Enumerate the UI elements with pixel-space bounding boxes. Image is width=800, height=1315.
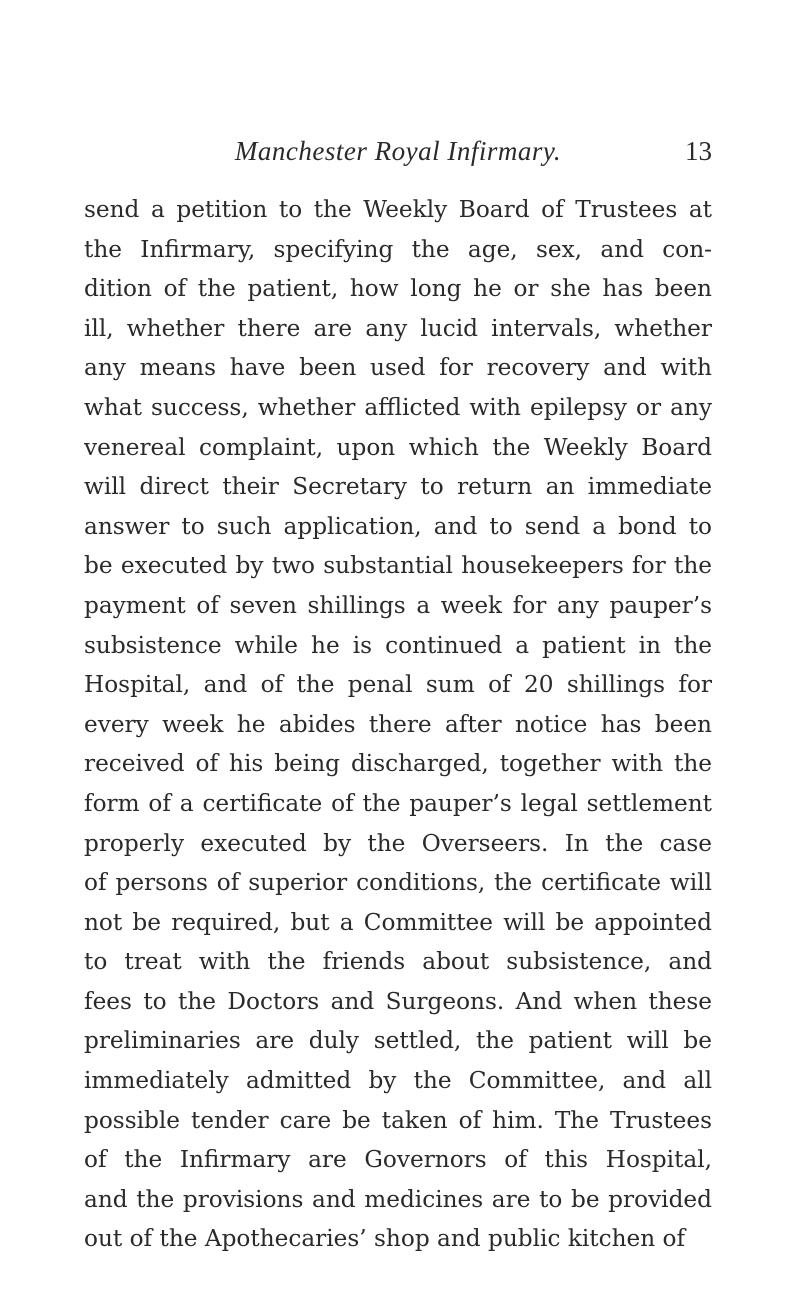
text-line: what success, whether afflicted with epilepsy or any [84,393,712,421]
text-line: venereal complaint, upon which the Weekly Board [84,433,712,461]
text-line: out of the Apothecaries’ shop and public kitchen of [84,1225,686,1253]
text-line: ill, whether there are any lucid intervals, whether [84,314,712,342]
text-line: of the Infirmary are Governors of this Hospital, [84,1146,712,1174]
text-line: any means have been used for recovery and with [84,354,712,382]
text-line: send a petition to the Weekly Board of Trustees at [84,196,712,223]
text-line: to treat with the friends about subsistence, and [84,948,712,976]
text-line: properly executed by the Overseers. In the case [84,829,712,857]
text-line: fees to the Doctors and Surgeons. And when these [84,987,712,1015]
text-line: and the provisions and medicines are to be provided [84,1185,712,1213]
text-line: received of his being discharged, together with the [84,750,712,778]
text-line: of persons of superior conditions, the certificate will [84,869,712,897]
running-title: Manchester Royal Infirmary. [234,136,562,166]
text-line: immediately admitted by the Committee, and all [84,1067,712,1095]
text-line: Hospital, and of the penal sum of 20 shillings for [84,671,712,699]
text-line: the Infirmary, specifying the age, sex, and con- [84,235,712,263]
text-line: dition of the patient, how long he or she has been [84,275,712,303]
text-line: form of a certificate of the pauper’s legal settlement [84,789,712,817]
page-number: 13 [685,136,712,166]
text-line: subsistence while he is continued a patient in the [84,631,712,659]
text-line: payment of seven shillings a week for any pauper’s [84,591,712,619]
running-head [84,133,712,173]
body-text [84,190,712,1259]
text-line: possible tender care be taken of him. The Trustees [84,1106,712,1134]
text-line: every week he abides there after notice has been [84,710,712,738]
text-line: answer to such application, and to send a bond to [84,512,712,540]
text-line: be executed by two substantial housekeepers for the [84,552,712,580]
text-line: preliminaries are duly settled, the patient will be [84,1027,712,1055]
text-line: not be required, but a Committee will be appointed [84,908,712,936]
text-line: will direct their Secretary to return an immediate [84,473,712,501]
